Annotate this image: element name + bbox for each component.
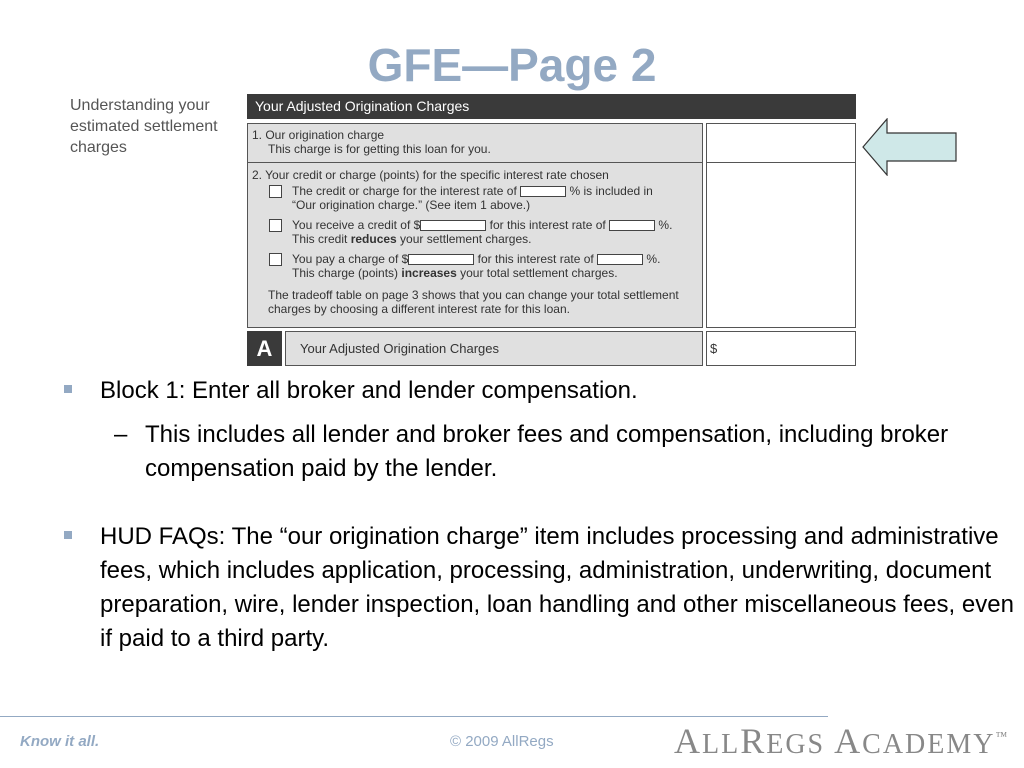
- option-2-text-a: You receive a credit of $: [292, 218, 421, 232]
- option-2-text-c: %.: [658, 218, 673, 232]
- bullet-text: HUD FAQs: The “our origination charge” item includes processing and administrative fees, which includes application, processing, administration, underwriting, document preparation, wire, lender inspection, loan handling and other miscellaneous fees, even if paid to a third party.: [100, 523, 1014, 652]
- tradeoff-note: The tradeoff table on page 3 shows that you can change your total settlement charges by choosing a different interest rate for this loan.: [268, 288, 679, 316]
- option-3-text-b: for this interest rate of: [477, 252, 594, 266]
- option-3-checkbox: [269, 253, 282, 266]
- item-1-desc: This charge is for getting this loan for you.: [268, 142, 491, 156]
- option-1-text-c: “Our origination charge.” (See item 1 above.): [292, 198, 531, 212]
- option-1-text-b: % is included in: [569, 184, 653, 198]
- sub-bullet-text: This includes all lender and broker fees and compensation, including broker compensation paid by the lender.: [145, 421, 949, 482]
- form-header: Your Adjusted Origination Charges: [247, 94, 856, 119]
- item-1-amount-box: [706, 123, 856, 163]
- option-1-checkbox: [269, 185, 282, 198]
- square-bullet-icon: [64, 385, 72, 393]
- square-bullet-icon: [64, 531, 72, 539]
- option-1-text-a: The credit or charge for the interest rate of: [292, 184, 517, 198]
- option-3-desc-b: your total settlement charges.: [456, 266, 618, 280]
- bullet-item: [62, 374, 1022, 408]
- dash-marker: –: [114, 421, 128, 448]
- option-3: [252, 252, 698, 280]
- bullet-item: [62, 520, 1022, 656]
- item-1-title: 1. Our origination charge: [252, 128, 385, 142]
- item-2-title: 2. Your credit or charge (points) for the specific interest rate chosen: [252, 168, 609, 182]
- gfe-form-excerpt: [247, 94, 856, 366]
- option-2-checkbox: [269, 219, 282, 232]
- rate-blank: [520, 186, 566, 197]
- option-1: [252, 184, 698, 212]
- charge-blank: [408, 254, 474, 265]
- sub-bullet-item: [62, 418, 1022, 486]
- form-left-column: [247, 123, 703, 328]
- option-3-text-a: You pay a charge of $: [292, 252, 409, 266]
- item-1-row: [248, 124, 702, 163]
- option-2-desc-a: This credit: [292, 232, 351, 246]
- footer-tagline: Know it all.: [20, 733, 100, 750]
- option-3-text-c: %.: [646, 252, 661, 266]
- side-label: Understanding your estimated settlement charges: [70, 97, 218, 156]
- slide-title: GFE—Page 2: [367, 39, 657, 91]
- footer-copyright: © 2009 AllRegs: [450, 733, 554, 750]
- option-3-desc-bold: increases: [401, 266, 457, 280]
- bullet-text: Block 1: Enter all broker and lender compensation.: [100, 377, 638, 404]
- block-a-label: Your Adjusted Origination Charges: [285, 331, 703, 366]
- credit-blank: [420, 220, 486, 231]
- item-2-amount-box: [706, 163, 856, 328]
- option-2-desc-bold: reduces: [350, 232, 397, 246]
- rate-blank: [609, 220, 655, 231]
- left-arrow-icon: [862, 118, 958, 176]
- footer-divider: [0, 716, 828, 717]
- option-2-desc-b: your settlement charges.: [396, 232, 532, 246]
- option-3-desc-a: This charge (points): [292, 266, 402, 280]
- bullet-list: [62, 374, 1022, 656]
- option-2-text-b: for this interest rate of: [489, 218, 606, 232]
- rate-blank: [597, 254, 643, 265]
- block-a-amount: $: [706, 331, 856, 366]
- block-a-letter: A: [247, 331, 282, 366]
- option-2: [252, 218, 698, 246]
- allregs-academy-logo: ALLREGS ACADEMY™: [674, 721, 1010, 761]
- item-2-row: [248, 164, 702, 320]
